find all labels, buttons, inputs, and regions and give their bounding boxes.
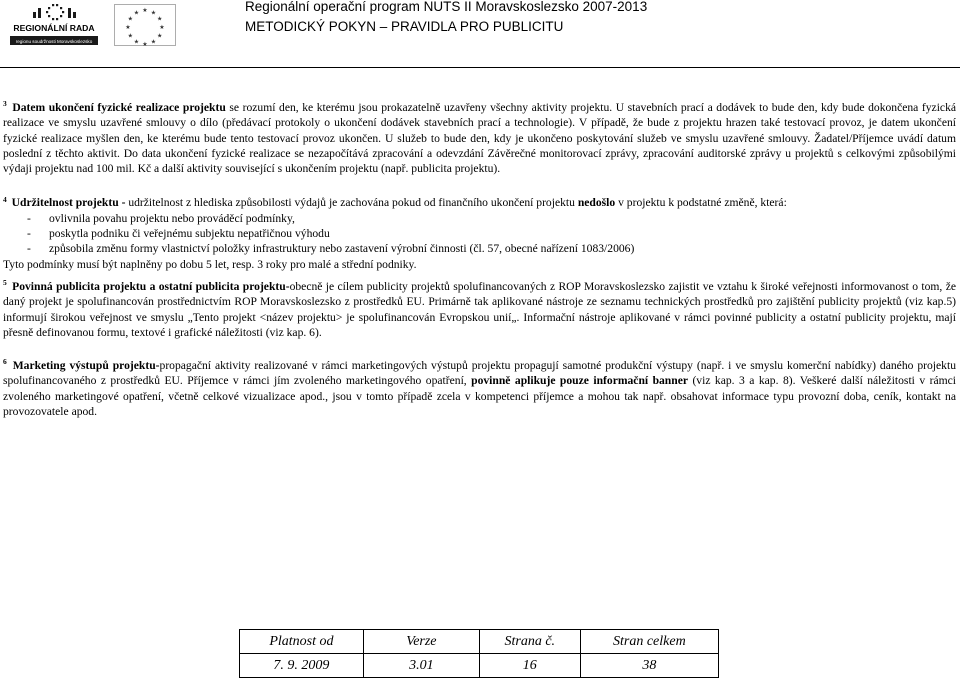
header-page-number: Strana č. (479, 630, 580, 654)
footnote-4 (3, 195, 956, 210)
footnote-text: se rozumí den, ke kterému jsou prokazatelně uzavřeny všechny aktivity projektu. U stavebních prací a dodávek to bude den, kdy bude dokončena fyzická realizace ve smyslu uzavřené smlouvy o dílo (předávací protokoly o ukončení dodávek stavebních prací a technologie). V případě, že bude z projektu hrazen také testovací provoz, je datem ukončení fyzické realizace myšlen den, ke kterému bude tento testovací provoz ukončen. U služeb to bude den, kdy je ukončeno poskytování služeb ve smyslu uzavřené smlouvy. Žadatel/Příjemce uvádí datum poslední z těchto aktivit. Do data ukončení fyzické realizace se nezapočítává zpracování a odevzdání Závěrečné monitorovací zprávy, zpracování auditorské zprávy u projektů s celkovými způsobilými výdaji projektu nad 100 mil. Kč a další aktivity související s ukončením projektu (např. publicita projektu). (3, 101, 957, 176)
footnote-mark: 3 (3, 99, 7, 109)
footnote-mark: 5 (3, 278, 7, 288)
table-row (240, 654, 719, 678)
svg-text:★: ★ (127, 32, 133, 40)
footnote-emphasis: nedošlo (577, 196, 616, 210)
footnote-text: v projektu k podstatné změně, která: (615, 196, 787, 210)
header-version: Verze (363, 630, 479, 654)
header-valid-from: Platnost od (240, 630, 364, 654)
svg-text:★: ★ (150, 38, 157, 46)
svg-text:★: ★ (127, 15, 133, 23)
footnote-mark: 6 (3, 357, 7, 367)
footnote-term: Datem ukončení fyzické realizace projektu (12, 101, 226, 114)
list-item: - způsobila změnu formy vlastnictví položky infrastruktury nebo zastavení výrobní činnosti (čl. 57, obecné nařízení 1083/2006) (3, 241, 956, 256)
footnote-text: propagační aktivity realizované v rámci marketingových výstupů projektu propagují samotné produkční výstupy (např. i ve smyslu komerční nabídky) daného projektu spolufinancovaného z prostředků EU. Příjemce v rámci jím zvoleného marketingového opatření, (3, 359, 956, 388)
total-pages-value: 38 (580, 654, 718, 678)
footnote-text: (viz kap. 3 a kap. 8). Veškeré další náležitosti v rámci zvoleného marketingové opatření, včetně celkové vizualizace apod., jsou v tomto případě zcela v kompetenci příjemce a mohou tak např. obsahovat informace typu provozní doba, ceník, kontakt na provozovatele apod. (3, 374, 956, 419)
footnote-term: Povinná publicita projektu a ostatní publicita projektu- (12, 279, 290, 293)
svg-text:★: ★ (159, 24, 165, 31)
regional-council-logo (8, 3, 100, 49)
valid-from-value: 7. 9. 2009 (240, 654, 364, 678)
footnote-term: Marketing výstupů projektu- (12, 359, 160, 373)
version-value: 3.01 (363, 654, 479, 678)
header-program-title: Regionální operační program NUTS II Moravskoslezsko 2007-2013 (245, 0, 648, 14)
footnote-mark: 4 (3, 194, 7, 204)
header-total-pages: Stran celkem (580, 630, 718, 654)
header-divider (0, 67, 960, 68)
page-number-value: 16 (479, 654, 580, 678)
footnote-3 (3, 100, 956, 176)
footnote-6 (3, 358, 956, 419)
footnote-emphasis: povinně aplikuje pouze informační banner (471, 374, 688, 388)
footnote-text: udržitelnost z hlediska způsobilosti výdajů je zachována pokud od finančního ukončení projektu (125, 196, 578, 210)
footnote-text: obecně je cílem publicity projektů spolufinancovaných z ROP Moravskoslezsko zajistit ve vztahu k široké veřejnosti informovanost o tom, že daný projekt je spolufinancován prostřednictvím ROP Moravskoslezsko z prostředků EU. Primárně tak aplikované nástroje ze seznamu technických prostředků pro zajištění publicity projektů (viz kap.5) informují širokou veřejnost ve smyslu „Tento projekt <název projektu> je spolufinancován Evropskou unií„. Informační nástroje aplikované v rámci povinné publicity a ostatní publicity projektu, mají přesně definovanou formu, textové i grafické náležitosti (viz kap. 6). (3, 279, 956, 339)
page-header (0, 0, 960, 56)
logo-title: REGIONÁLNÍ RADA (13, 23, 95, 33)
table-header-row (240, 630, 719, 654)
list-item: - poskytla podniku či veřejnému subjektu nepatřičnou výhodu (3, 226, 956, 241)
footnote-closing: Tyto podmínky musí být naplněny po dobu 5 let, resp. 3 roky pro malé a střední podniky. (3, 257, 417, 271)
list-item: - ovlivnila povahu projektu nebo prováděcí podmínky, (3, 211, 956, 226)
svg-text:★: ★ (142, 41, 148, 46)
svg-text:★: ★ (125, 24, 131, 31)
svg-text:★: ★ (157, 15, 163, 23)
eu-flag-logo (114, 4, 176, 46)
svg-text:★: ★ (157, 32, 163, 40)
svg-text:★: ★ (133, 9, 140, 17)
footnotes (3, 100, 956, 419)
header-document-title: METODICKÝ POKYN – PRAVIDLA PRO PUBLICITU (245, 19, 564, 34)
svg-text:★: ★ (150, 9, 157, 17)
condition-list (3, 211, 956, 257)
document-info-table (239, 629, 719, 678)
svg-text:★: ★ (133, 38, 140, 46)
footnote-5 (3, 279, 956, 340)
logo-subtitle: regionu soudržnosti Moravskoslezsko (15, 38, 93, 44)
svg-text:★: ★ (142, 7, 148, 14)
footnote-term: Udržitelnost projektu - (11, 196, 126, 210)
